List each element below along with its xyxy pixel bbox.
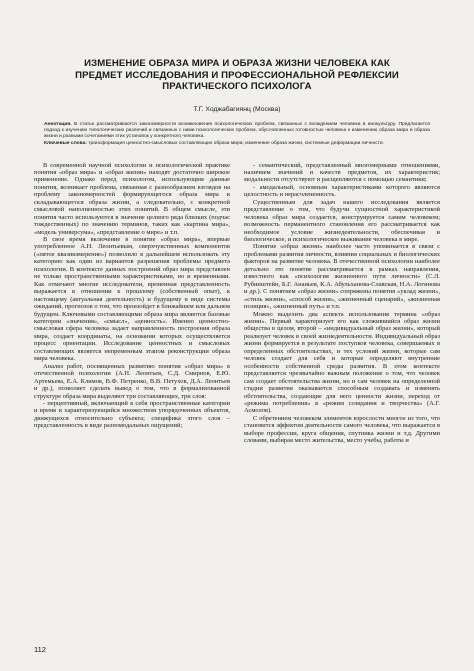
abstract-text: В статье рассматриваются закономерности возникновения психологических проблем, связанных с вхождением человека в инокультуру. Предлагается подход к изучению типологических различий и связанных с ними психологических проблем, обусловленных готовностью человека к изменению образа мира и образа жизни и разными сочетаниями этих установок у конкретного человека.	[44, 121, 431, 139]
paragraph: С обретением человеком элементов взрослости многое из того, что становится эффектом деятельности самого человека, что выражается в выборе профессии, круга общения, спутника жизни и т.д. Другими словами, выбирая место жительства, место учебы, работы и	[244, 414, 440, 445]
paragraph: В свое время включение в понятие «образ мира», впервые употребленное А.Н. Леонтьевым, сверхчувственных компонентов («пятое квазиизмерение») позволило в дальнейшем использовать эту категорию как один из вариантов разрешения проблемы предмета психологии. В контексте данных построений образ мира представлен не только пространственными характеристиками, но и временными. Как отмечают многие исследователи, временная представленность выражается в отношении к прошлому (собственный опыт), к настоящему (актуальная деятельность) и будущему в виде системы ожиданий, прогнозов о том, что произойдет в ближайшем или дальнем будущем. Ключевыми составляющими образа мира являются базовые категории «значения», «смысл», «ценность». Именно ценностно-смысловая сфера человека задает направленность построения образа мира, создает координаты, на основании которых осуществляется процесс ориентации. Исследование ценностных и смысловых составляющих является непременным этапом реконструкции образа мира человека.	[34, 236, 230, 363]
abstract-label: Аннотация.	[44, 121, 72, 127]
right-column	[244, 162, 440, 445]
list-paragraph: - амодальный, основным характеристиками которого являются целостность и нерасчлененность.	[244, 183, 440, 199]
keywords-text: трансформация ценностно-смысловых составляющих образа мира; изменение образа жизни, системные деформации личности.	[88, 140, 384, 146]
title-line: ПРАКТИЧЕСКОГО ПСИХОЛОГА	[162, 81, 312, 92]
article-title	[34, 58, 440, 93]
keywords-paragraph	[44, 141, 430, 147]
keywords-label: Ключевые слова:	[44, 140, 87, 146]
article-author: Т.Г. Ходжабагиянц (Москва)	[193, 105, 281, 113]
page-number: 112	[34, 645, 46, 654]
paragraph: Анализ работ, посвященных развитию понятия «образ мира» в отечественной психологии (А.Н. Леонтьев, С.Д. Смирнов, Е.Ю. Артемьева, Е.А. Климов, В.Ф. Петренко, В.В. Петухов, Д.А. Леонтьев и др.), позволяет сделать вывод о том, что в формализованной структуре образа мира выделяют три составляющих, три слоя:	[34, 362, 230, 400]
title-line: ПРЕДМЕТ ИССЛЕДОВАНИЯ И ПРОФЕССИОНАЛЬНОЙ РЕФЛЕКСИИ	[75, 69, 399, 81]
paragraph: В современной научной психологии и психологической практике понятия «образ мира» и «образ жизни» находят достаточно широкое применение. Однако перед психологом, использующим данные понятия, возникает проблема, связанная с разнообразием взглядов на проблему закономерностей формирующегося образа мира и складывающегося образа жизни, а следовательно, с конкретной смысловой наполненностью этих понятий. В общем смысле, эти понятия часто используются в значение целиого ряда близких (подчас тождественных) по значению терминов, таких как «картина мира», «модель универсума», «представление о мире» и т.п.	[34, 161, 230, 236]
body-columns	[34, 162, 440, 445]
list-paragraph: - перцептивный, включающий в себя пространственные категории и время и характеризующийся множеством упорядоченных объектов, движущихся относительно субъекта; специфика этого слоя – представленность в виде разномодальных ощущений;	[34, 400, 230, 430]
paragraph: Понятие «образ жизни» наиболее часто упоминается в связи с проблемами развития личности, влияния социальных и биологических факторов на развитие человека. В отечественной психологии наиболее детально это понятие рассматривается в рамках направления, известного как «психология жизненного пути личности» (С.Л. Рубинштейн, Б.Г. Ананьев, К.А. Абульханова-Славская, Н.А. Логинова и др.). С понятием «образ жизни» сопряжены понятия «уклад жизни», «стиль жизни», «способ жизни», «жизненный сценарий», «жизненная позиция», «жизненный путь» и т.п.	[244, 243, 440, 311]
paragraph: Существенным для задач нашего исследования является представление о том, что будучи сущностной характеристикой человека образ мира создается, конструируется самим человеком; возможность перманентного становления его рассматривается как необходимое условие жизнедеятельности, обеспечивая и биологическое, и психологическое выживание человека в мире.	[244, 198, 440, 244]
left-column	[34, 162, 230, 445]
list-paragraph: - семантический, представленный многомерными отношениями, наличием значений и качеств предметов, их характеристик; модальности отсутствуют и расщепляются с помощью семантики;	[244, 161, 440, 184]
abstract-block	[44, 122, 430, 147]
abstract-paragraph	[44, 122, 430, 140]
journal-page	[0, 58, 474, 671]
paragraph: Можно выделить два аспекта использования термина «образ жизни». Первый характеризует его как сложившийся образ жизни общества в целом, второй – «индивидуальный образ жизни», который реализует человек в своей жизнедеятельности. Индивидуальный образ жизни формируется в результате поступков человека, совершаемых в определенных обстоятельствах, и тех условий жизни, которые сам человек создает для себя и которые определяют внутренние особенности собственной среды развития. В этом контексте представляется чрезвычайно важным положение о том, что человек сам создает обстоятельства жизни, но и сам человек на определенной стадии развития оказывается способным создавать и изменять обстоятельства, создающие для него ценности жизни, переход от «режима потребления» в «режим созидания и творчества» (А.Г. Асмолов).	[244, 310, 440, 415]
title-line: ИЗМЕНЕНИЕ ОБРАЗА МИРА И ОБРАЗА ЖИЗНИ ЧЕЛОВЕКА КАК	[84, 58, 390, 69]
